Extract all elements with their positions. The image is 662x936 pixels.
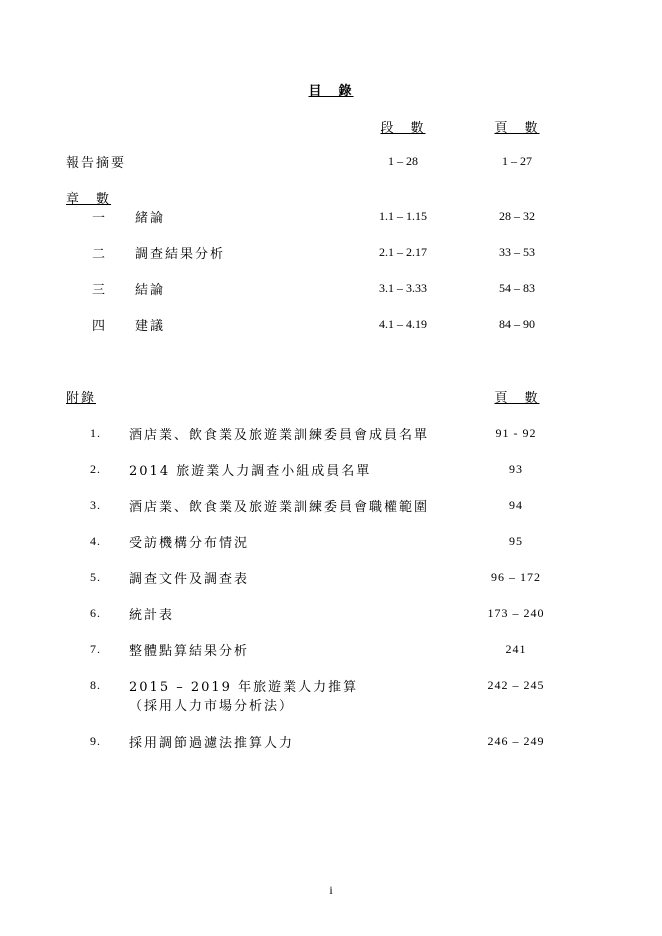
appendix-pages: 94: [509, 498, 523, 512]
paragraphs-header: 段 數: [380, 121, 426, 136]
appendix-title: 酒店業、飲食業及旅遊業訓練委員會職權範圍: [129, 500, 430, 515]
pages-header: 頁 數: [494, 121, 540, 136]
appendix-number: 8.: [90, 678, 101, 692]
appendix-pages: 246 – 249: [487, 734, 545, 748]
appendix-number: 4.: [90, 534, 101, 548]
appendix-number: 5.: [90, 570, 101, 584]
summary-label: 報告摘要: [66, 156, 127, 171]
chapter-title: 結論: [135, 283, 166, 298]
appendix-title: 受訪機構分布情況: [129, 536, 250, 551]
appendix-pages-header: 頁 數: [494, 391, 540, 406]
chapter-number: 三: [92, 283, 108, 298]
chapter-paragraphs: 4.1 – 4.19: [379, 317, 427, 331]
chapter-pages: 84 – 90: [499, 317, 535, 331]
chapter-number: 二: [92, 247, 108, 262]
appendix-number: 6.: [90, 606, 101, 620]
appendix-number: 1.: [90, 426, 101, 440]
appendix-pages: 95: [509, 534, 523, 548]
chapter-paragraphs: 2.1 – 2.17: [379, 245, 427, 259]
chapter-pages: 28 – 32: [499, 209, 535, 223]
chapter-paragraphs: 1.1 – 1.15: [379, 209, 427, 223]
chapters-heading: 章 數: [66, 192, 112, 207]
appendix-subtitle: （採用人力市場分析法）: [129, 699, 295, 714]
appendix-title: 整體點算結果分析: [129, 644, 250, 659]
appendix-pages: 91 - 92: [495, 426, 537, 440]
appendix-pages: 93: [509, 462, 523, 476]
appendix-number: 3.: [90, 498, 101, 512]
appendix-pages: 242 – 245: [487, 678, 545, 692]
chapter-title: 調查結果分析: [135, 247, 226, 262]
chapter-number: 一: [92, 211, 108, 226]
appendix-title: 調查文件及調查表: [129, 572, 250, 587]
appendix-pages: 173 – 240: [487, 606, 545, 620]
chapter-title: 緒論: [135, 211, 166, 226]
appendix-heading: 附錄: [66, 391, 97, 406]
appendix-pages: 96 – 172: [491, 570, 541, 584]
appendix-title: 酒店業、飲食業及旅遊業訓練委員會成員名單: [129, 428, 430, 443]
chapter-title: 建議: [135, 319, 166, 334]
appendix-title: 2014 旅遊業人力調查小組成員名單: [129, 464, 372, 479]
appendix-pages: 241: [505, 642, 527, 656]
page-number: i: [329, 883, 333, 897]
appendix-title: 2015 – 2019 年旅遊業人力推算: [129, 680, 359, 695]
appendix-number: 7.: [90, 642, 101, 656]
appendix-title: 採用調節過濾法推算人力: [129, 736, 295, 751]
summary-paragraphs: 1 – 28: [388, 154, 418, 168]
chapter-number: 四: [92, 319, 108, 334]
chapter-paragraphs: 3.1 – 3.33: [379, 281, 427, 295]
appendix-number: 9.: [90, 734, 101, 748]
chapter-pages: 54 – 83: [499, 281, 535, 295]
appendix-number: 2.: [90, 462, 101, 476]
page-title: 目 錄: [308, 84, 354, 99]
chapter-pages: 33 – 53: [499, 245, 535, 259]
summary-pages: 1 – 27: [502, 154, 532, 168]
appendix-title: 統計表: [129, 608, 175, 623]
